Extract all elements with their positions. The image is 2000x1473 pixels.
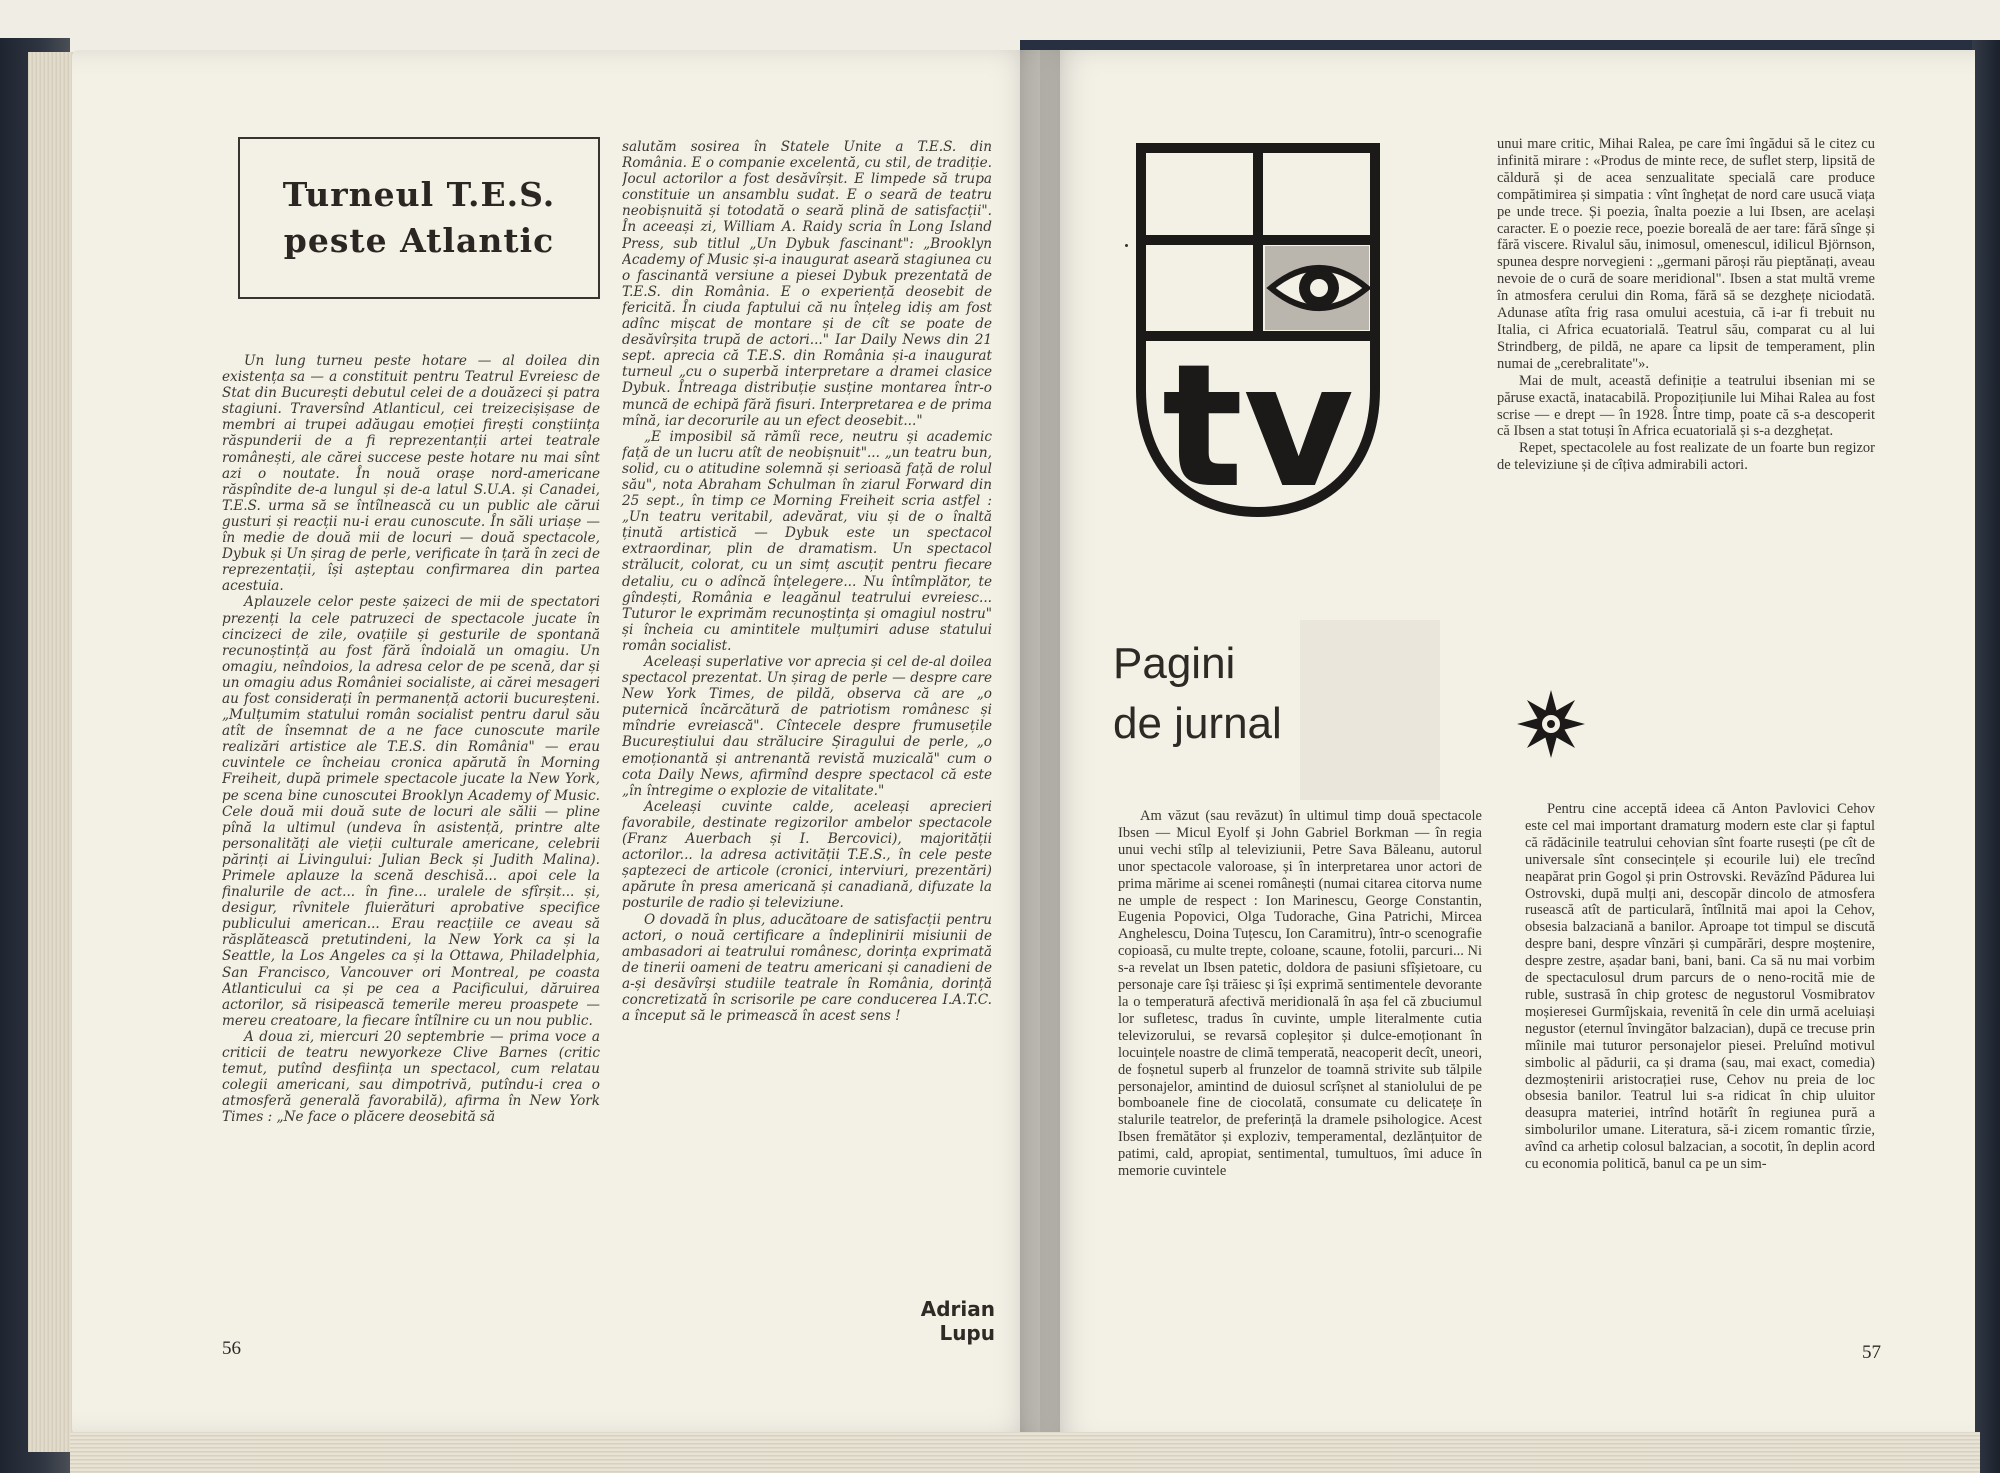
author-signature: Adrian Lupu bbox=[920, 1297, 995, 1345]
paragraph: Aceleași superlative vor aprecia și cel de-al doilea spectacol prezentat. Un șirag de perle — despre care New York Times, de pildă, observa că are „o puternică încărcătură de patriotism românesc și mîndrie evreiască". Cîntecele despre frumusețile Bucureștiului dau strălucire Șiragului de perle, „o emoționantă și antrenantă revistă muzicală" cum o cota Daily News, afirmînd despre spectacol că este „în întregime o explozie de vitalitate." bbox=[622, 654, 992, 799]
right-page-column-top bbox=[1497, 136, 1875, 626]
left-page-column-2 bbox=[622, 139, 992, 1301]
paragraph: Repet, spectacolele au fost realizate de un foarte bun regizor de televiziune și de cîțiva admirabili actori. bbox=[1497, 440, 1875, 474]
print-mark bbox=[1125, 244, 1128, 247]
paragraph: salutăm sosirea în Statele Unite a T.E.S. din România. E o companie excelentă, cu stil, de tradiție. Jocul actorilor a fost desăvîrșit. E limpede să trupa constituie un ansamblu sudat. E o seară de teatru neobișnuită și totodată o seară plină de satisfacții". În aceeași zi, William A. Raidy scria în Long Island Press, sub titlul „Un Dybuk fascinant": „Brooklyn Academy of Music și-a inaugurat aseară stagiunea cu o fascinantă versiune a piesei Dybuk prezentată de T.E.S. din România. E o experiență deosebit de fericită. În ciuda faptului că nu înțeleg idiș am fost adînc mișcat de montare și de cît se poate de desăvîrșita trupă de actori..." Iar Daily News din 21 sept. aprecia că T.E.S. din România și-a inaugurat turneul „cu o superbă interpretare a dramei clasice Dybuk. Întreaga distribuție susține montarea într-o muncă de echipă fără fisuri. Interpretarea e de prima mînă, iar decorurile au un efect deosebit..." bbox=[622, 139, 992, 429]
paragraph: Am văzut (sau revăzut) în ultimul timp două spectacole Ibsen — Micul Eyolf și John Gabriel Borkman — în regia unui vechi stîlp al televiziunii, Petre Sava Băleanu, autorul unor spectacole valoroase, și în interpretarea unor actori de prima mărime ai scenei românești (numai citarea citorva nume ne umple de respect : Ion Marinescu, George Constantin, Eugenia Popovici, Olga Tudorache, Gina Patrichi, Mircea Anghelescu, Doina Tuțescu, Ion Caramitru), într-o scenografie copioasă, cu multe trepte, coloane, scaune, fotolii, parcuri... Ni s-a revelat un Ibsen patetic, doldora de pasiuni sfîșietoare, cu personaje care își trăiesc și își exprimă sentimentele devorante la o temperatură afectivă meridională în așa fel că zbuciumul lor sufletesc, tradus în cuvinte, umple literalmente cutia televizorului, se revarsă copleșitor și dulce-emoționant în locuințele noastre de climă temperată, neacoperit decît, uneori, de foșnetul superb al frunzelor de toamnă strivite sub tălpile personajelor, amintind de duiosul scrîșnet al staniolului de pe bomboanele fine de ciocolată, consumate cu delicatețe în stalurile teatrelor, de preferință la dramele psihologice. Acest Ibsen fremătător și exploziv, temperamental, dezlănțuitor de patimi, cald, apropiat, sentimental, tumultuos, îmi aduce în memorie cuvintele bbox=[1118, 808, 1482, 1180]
section-title bbox=[1113, 634, 1282, 754]
paragraph: Pentru cine acceptă ideea că Anton Pavlovici Cehov este cel mai important dramaturg modern este clar și faptul că rădăcinile teatrului cehovian sînt foarte rusești (pe cît de universale sînt consecințele și ecourile lui) ele trecînd neapărat prin Gogol și prin Ostrovski. Revăzînd Pădurea lui Ostrovski, după mulți ani, descopăr dincolo de atmosfera rusească atît de particulară, întîlnită mai apoi la Cehov, obsesia balzaciană a banilor. Aproape tot timpul se discută despre bani, despre vînzări și cumpărări, despre moștenire, despre zestre, așadar bani, bani, bani. Ca să nu mai vorbim de spectaculosul drum parcurs de o neno-rocită mie de ruble, sustrasă în chip grotesc de negustorul Vosmibratov moșieresei Gurmîjskaia, revenită în cele din urmă aceluiași negustor (eternul învingător balzacian), după ce trecuse prin mîinile mai tuturor personajelor piesei. Preluînd motivul simbolic al pădurii, ca și drama (sau, mai exact, comedia) dezmoștenirii aristocrației ruse, Cehov nu preia de loc obsesia banilor. Teatrul lui s-a ridicat în chip uluitor deasupra materiei, intrînd hotărît în regiunea pură a simbolurilor umane. Literatura, să-i zicem romantic tîrzie, avînd ca arhetip colosul balzacian, a socotit, în deplin acord cu economia politică, banul ca pe un sim- bbox=[1525, 801, 1875, 1173]
paragraph: Mai de mult, această definiție a teatrului ibsenian mi se păruse exactă, inatacabilă. Propozițiunile lui Mihai Ralea au fost scrise — e drept — în 1928. Între timp, poate că s-a descoperit că Ibsen a stat totuși în Africa ecuatorială și s-a dezghețat. bbox=[1497, 372, 1875, 440]
paragraph: unui mare critic, Mihai Ralea, pe care îmi îngădui să le citez cu infinită mirare : «Produs de minte rece, de suflet sterp, lipsită de căldură și de acea senzualitate specială care produce compătimirea și simpatia : vînt înghețat de nord care usucă viața pe unde trece. Și poezia, înalta poezie a lui Ibsen, are același caracter. E o poezie rece, poezie boreală de aer tare: fără sînge și fără viscere. Rivalul său, inimosul, omenescul, idilicul Björnson, spunea despre norvegieni : „germani păroși rău pieptănați, aveau nevoie de o cură de soare meridional". Ibsen a stat multă vreme în atmosfera cerului din Roma, fără să se dezghețe niciodată. Adunase atîta frig rasa omului acestuia, că i-ar fi trebuit nu Italia, ci Africa ecuatorială. Teatrul său, comparat cu al lui Strindberg, de pildă, ne apare ca lipsit de temperament, plin numai de „cerebralitate"». bbox=[1497, 136, 1875, 372]
book-gutter bbox=[1020, 50, 1060, 1445]
star-ornament-icon bbox=[1515, 688, 1587, 760]
paragraph: Aplauzele celor peste șaizeci de mii de spectatori prezenți la cele patruzeci de spectacole jucate în cincizeci de zile, ovațiile și gesturile de spontană recunoștință au fost fără îndoială un omagiu. Un omagiu, neîndoios, la adresa celor de pe scenă, dar și un omagiu adus României socialiste, ai cărei mesageri au fost considerați în permanență actorii bucureșteni. „Mulțumim statului român socialist pentru darul său atît de însemnat de a ne face cunoscute marile realizări artistice ale T.E.S. din România" — erau cuvintele ce încheiau cronica apărută în Morning Freiheit, după primele spectacole jucate la New York, pe scena bine cunoscutei Brooklyn Academy of Music. Cele două mii două sute de locuri ale sălii — pline pînă la ultimul (undeva în asistență, printre alte personalități ale vieții culturale americane, celebrii părinți ai Livingului: Julian Beck și Judith Malina). Primele aplauze la scenă deschisă... apoi cele la finalurile de act... în fine... uralele de sfîrșit... și, desigur, rîvnitele fluierături aprobative specifice publicului american... Erau reacțiile ce aveau să răsplătească pretutindeni, la New York ca și la Seattle, la Los Angeles ca și la Ottawa, Philadelphia, San Francisco, Vancouver ori Montreal, pe coasta Atlanticului ca și pe cea a Pacificului, dăruirea actorilor, să risipească temerile mereu proaspete — mereu creatoare, la fiecare întîlnire cu un nou public. bbox=[222, 594, 600, 1029]
left-page-column-1 bbox=[222, 353, 600, 1313]
paragraph: O dovadă în plus, aducătoare de satisfacții pentru actori, o nouă certificare a îndeplinirii misiunii de ambasadori ai teatrului românesc, dorința exprimată de tinerii oameni de teatru americani și canadieni de a-și desăvîrși studiile teatrale în România, dorință concretizată în scrisorile pe care conducerea I.A.T.C. a început să le primească în acest sens ! bbox=[622, 911, 992, 1025]
paragraph: „E imposibil să rămîi rece, neutru și academic față de un lucru atît de neobișnuit"... „un teatru bun, solid, cu o atitudine solemnă și serioasă față de rolul său", nota Abraham Schulman în ziarul Forward din 25 sept., în timp ce Morning Freiheit scria astfel : „Un teatru veritabil, adevărat, viu și de o înaltă ținută artistică — Dybuk este un spectacol extraordinar, plin de dramatism. Un spectacol strălucit, colorat, cu un simț ascuțit pentru fiecare detaliu, cu o adîncă înțelegere... Nu întîmplător, te gîndești, România e leagănul teatrului evreiesc... Tuturor le exprimăm recunoștința și omagiul nostru" și încheia cu amintitele mulțumiri aduse statului român socialist. bbox=[622, 428, 992, 654]
article-title-line-2: peste Atlantic bbox=[283, 221, 555, 260]
tv-eye-logo bbox=[1133, 140, 1383, 520]
logo-text: tv bbox=[1161, 328, 1355, 520]
article-title-line-1: Turneul T.E.S. bbox=[282, 175, 556, 214]
page-number-right: 57 bbox=[1862, 1342, 1881, 1363]
paragraph: Aceleași cuvinte calde, aceleași aprecieri favorabile, destinate regizorilor ambelor spectacole (Franz Auerbach și I. Bercovici), majorității actorilor... la adresa activității T.E.S., în cele peste șaptezeci de articole (cronici, interviuri, prezentări) apărute în presa americană și canadiană, difuzate la posturile de radio și televiziune. bbox=[622, 798, 992, 912]
article-title-box bbox=[238, 137, 600, 299]
right-page-column-left bbox=[1118, 808, 1482, 1313]
section-title-line-2: de jurnal bbox=[1113, 699, 1282, 748]
section-title-line-1: Pagini bbox=[1113, 639, 1236, 688]
paragraph: A doua zi, miercuri 20 septembrie — prima voce a criticii de teatru newyorkeze Clive Barnes (critic temut, putînd desființa un spectacol, cum relatau colegii americani, sau dimpotrivă, putîndu-i crea o atmosferă generală favorabilă), afirma în New York Times : „Ne face o plăcere deosebită să bbox=[222, 1028, 600, 1126]
page-number-left: 56 bbox=[222, 1338, 241, 1359]
faded-background-graphic bbox=[1290, 610, 1450, 810]
page-edges-bottom bbox=[70, 1432, 1980, 1473]
paragraph: Un lung turneu peste hotare — al doilea din existența sa — a constituit pentru Teatrul Evreiesc de Stat din București debutul celei de a douăzeci și patra stagiuni. Traversînd Atlanticul, cei treizecișișase de membri ai trupei adăugau emoției firești conștiința răspunderii de a fi reprezentanții artei teatrale românești, ale cărei succese peste hotare nu mai sînt azi o noutate. În nouă orașe nord-americane răspîndite de-a lungul și de-a latul S.U.A. și Canadei, T.E.S. urma să se întîlnească cu un public ale cărui gusturi și reacții nu-i erau cunoscute. În săli uriașe — în medie de două mii de locuri — două spectacole, Dybuk și Un șirag de perle, verificate în țară în zeci de reprezentații, își așteptau confirmarea din partea acestuia. bbox=[222, 353, 600, 595]
book-cover-right bbox=[1972, 40, 2000, 1473]
eye-icon bbox=[1265, 246, 1369, 330]
right-page-column-right bbox=[1525, 801, 1875, 1313]
